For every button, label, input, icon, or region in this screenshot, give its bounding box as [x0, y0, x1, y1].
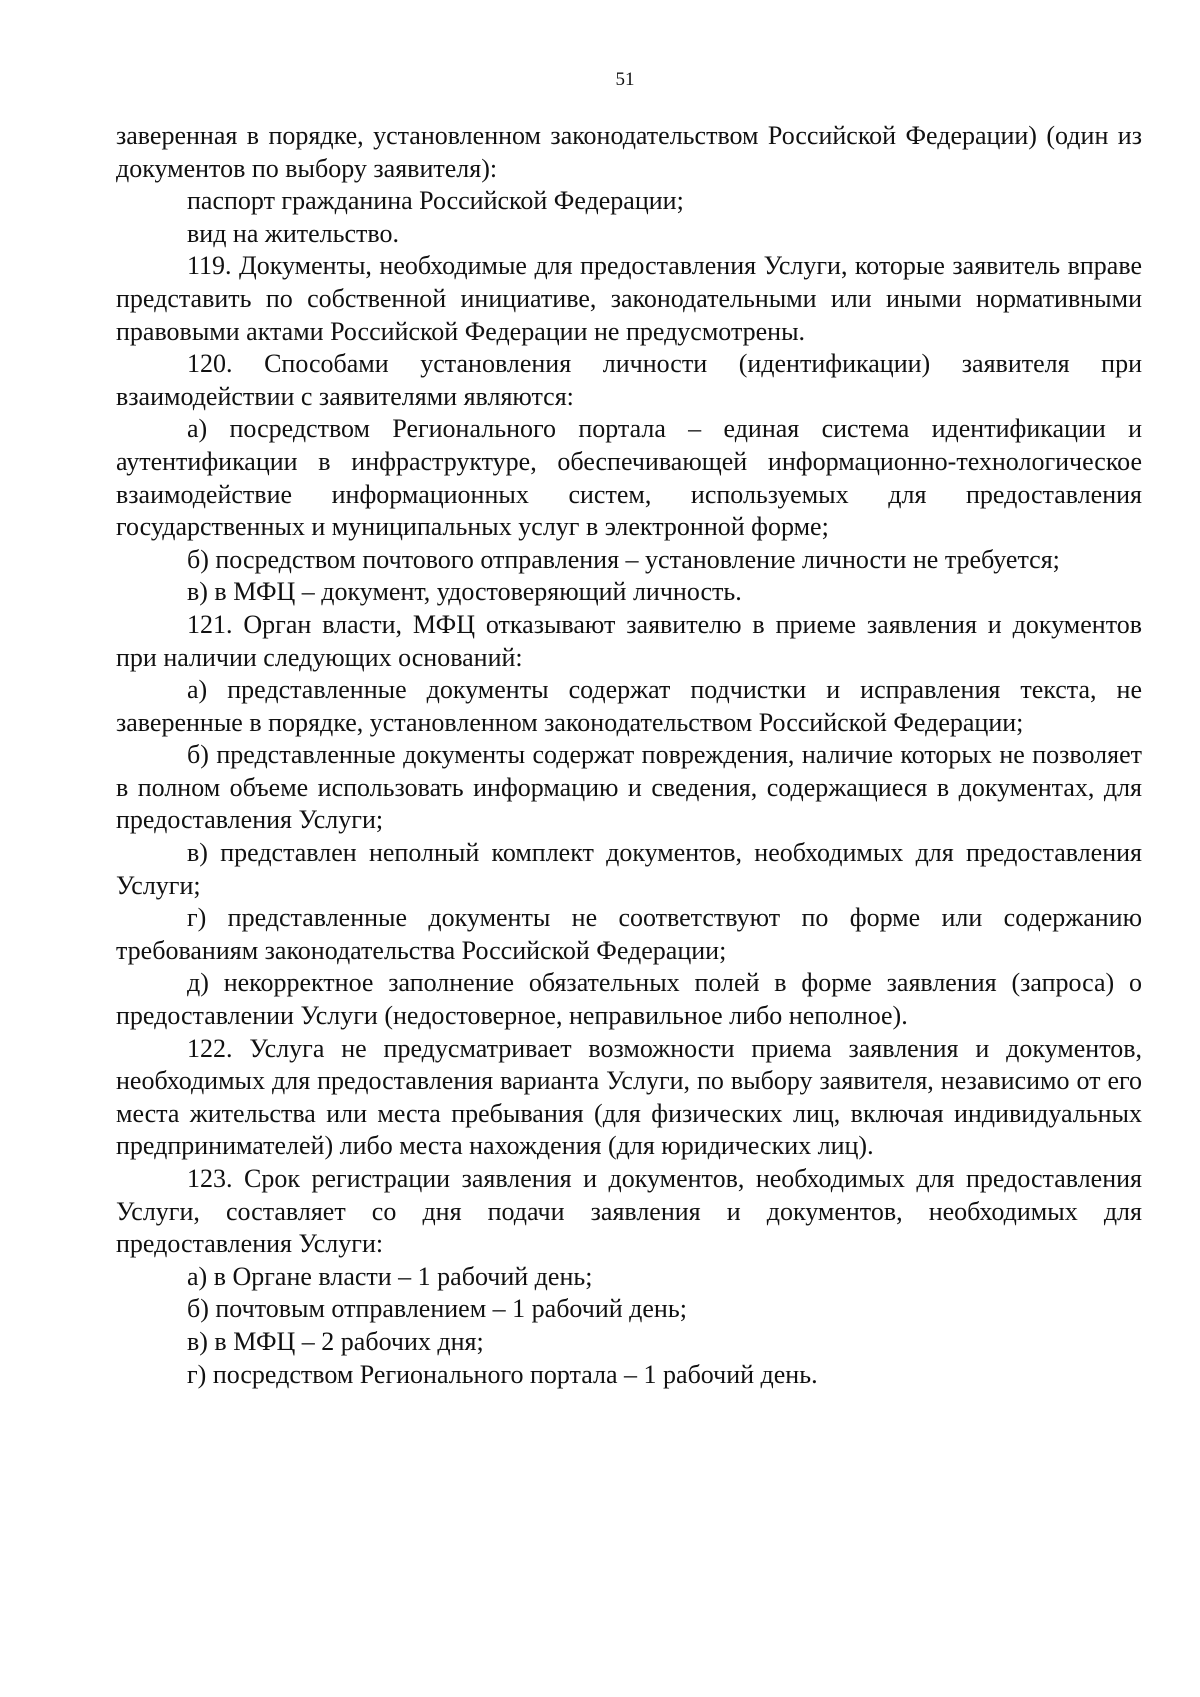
paragraph: а) представленные документы содержат подчистки и исправления текста, не заверенные в порядке, установленном законодательством Российской Федерации;	[116, 675, 1142, 737]
page-number: 51	[615, 69, 635, 90]
paragraph: заверенная в порядке, установленном законодательством Российской Федерации) (один из документов по выбору заявителя):	[116, 121, 1142, 183]
paragraph: в) представлен неполный комплект документов, необходимых для предоставления Услуги;	[116, 838, 1142, 900]
paragraph: 121. Орган власти, МФЦ отказывают заявителю в приеме заявления и документов при наличии следующих оснований:	[116, 609, 1142, 672]
paragraph: вид на жительство.	[187, 218, 399, 248]
paragraph: 122. Услуга не предусматривает возможности приема заявления и документов, необходимых для предоставления варианта Услуги, по выбору заявителя, независимо от его места жительства или места пребывания (для физических лиц, включая индивидуальных предпринимателей) либо места нахождения (для юридических лиц).	[116, 1033, 1142, 1161]
paragraph: а) в Органе власти – 1 рабочий день;	[187, 1261, 593, 1291]
paragraph: а) посредством Регионального портала – единая система идентификации и аутентификации в инфраструктуре, обеспечивающей информационно-технологическое взаимодействие информационных систем, используемых для предоставления государственных и муниципальных услуг в электронной форме;	[116, 414, 1142, 542]
paragraph: б) посредством почтового отправления – установление личности не требуется;	[187, 544, 1060, 574]
paragraph: б) почтовым отправлением – 1 рабочий день;	[187, 1294, 687, 1324]
paragraph: 120. Способами установления личности (идентификации) заявителя при взаимодействии с заявителями являются:	[116, 349, 1142, 411]
paragraph: в) в МФЦ – документ, удостоверяющий личность.	[187, 577, 742, 607]
paragraph: 119. Документы, необходимые для предоставления Услуги, которые заявитель вправе представить по собственной инициативе, законодательными или иными нормативными правовыми актами Российской Федерации не предусмотрены.	[116, 251, 1142, 346]
paragraph: б) представленные документы содержат повреждения, наличие которых не позволяет в полном объеме использовать информацию и сведения, содержащиеся в документах, для предоставления Услуги;	[116, 740, 1142, 835]
paragraph: 123. Срок регистрации заявления и документов, необходимых для предоставления Услуги, составляет со дня подачи заявления и документов, необходимых для предоставления Услуги:	[116, 1164, 1142, 1259]
document-body	[116, 120, 1142, 1391]
paragraph: г) посредством Регионального портала – 1 рабочий день.	[187, 1359, 818, 1389]
paragraph: г) представленные документы не соответствуют по форме или содержанию требованиям законодательства Российской Федерации;	[116, 903, 1142, 965]
paragraph: паспорт гражданина Российской Федерации;	[187, 186, 684, 216]
paragraph: в) в МФЦ – 2 рабочих дня;	[187, 1326, 484, 1356]
paragraph: д) некорректное заполнение обязательных полей в форме заявления (запроса) о предоставлении Услуги (недостоверное, неправильное либо неполное).	[116, 968, 1142, 1031]
